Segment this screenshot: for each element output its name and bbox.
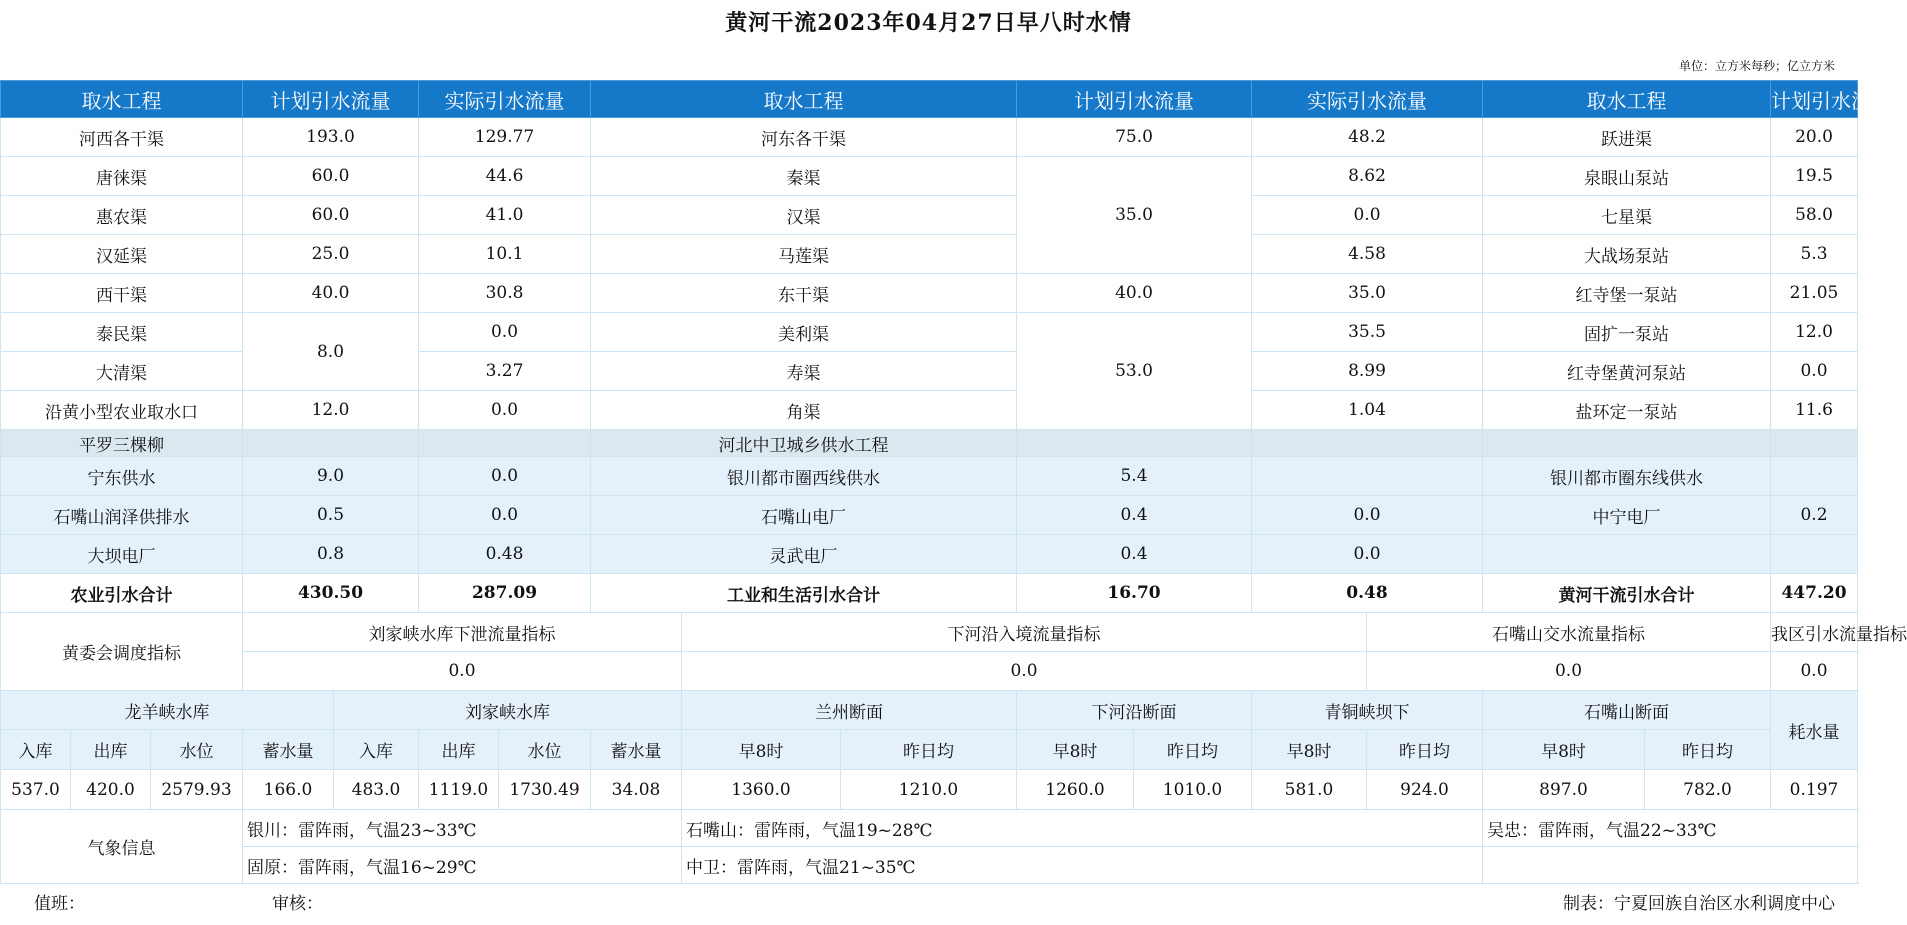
consumption-header: 耗水量 xyxy=(1771,691,1858,770)
total-value: 447.20 xyxy=(1771,574,1858,613)
plan-flow: 12.0 xyxy=(1771,313,1858,352)
reservoir-subheader: 早8时 xyxy=(1483,730,1645,770)
reservoir-group: 兰州断面 xyxy=(682,691,1017,730)
actual-flow: 30.8 xyxy=(419,274,591,313)
plan-flow: 0.8 xyxy=(243,535,419,574)
project-name: 红寺堡黄河泵站 xyxy=(1483,352,1771,391)
actual-flow: 0.48 xyxy=(419,535,591,574)
reservoir-value: 1119.0 xyxy=(419,770,499,810)
page-title: 黄河干流2023年04月27日早八时水情 xyxy=(725,10,1132,36)
header-plan: 计划引水流量 xyxy=(1771,81,1858,118)
reservoir-value: 1360.0 xyxy=(682,770,841,810)
actual-flow: 10.1 xyxy=(419,235,591,274)
project-name: 汉渠 xyxy=(591,196,1017,235)
cell xyxy=(243,430,419,457)
table-row xyxy=(1,391,1858,430)
plan-flow: 12.0 xyxy=(243,391,419,430)
maker-label: 制表：宁夏回族自治区水利调度中心 xyxy=(1563,894,1835,914)
plan-flow: 20.0 xyxy=(1771,118,1858,157)
plan-flow: 0.4 xyxy=(1017,496,1252,535)
project-name: 河东各干渠 xyxy=(591,118,1017,157)
project-name: 唐徕渠 xyxy=(1,157,243,196)
dispatch-item-name: 我区引水流量指标 xyxy=(1771,613,1858,652)
weather-entry xyxy=(1483,847,1858,884)
dispatch-value-row xyxy=(1,652,1858,691)
table-row xyxy=(1,496,1858,535)
actual-flow: 1.04 xyxy=(1252,391,1483,430)
reservoir-subheader: 早8时 xyxy=(682,730,841,770)
reservoir-subheader: 昨日均 xyxy=(1367,730,1483,770)
plan-flow xyxy=(1771,457,1858,496)
reservoir-group: 刘家峡水库 xyxy=(334,691,682,730)
project-name: 红寺堡一泵站 xyxy=(1483,274,1771,313)
actual-flow: 35.5 xyxy=(1252,313,1483,352)
plan-flow: 60.0 xyxy=(243,157,419,196)
project-name: 西干渠 xyxy=(1,274,243,313)
actual-flow: 3.27 xyxy=(419,352,591,391)
project-name: 大清渠 xyxy=(1,352,243,391)
project-name: 银川都市圈西线供水 xyxy=(591,457,1017,496)
plan-flow: 5.3 xyxy=(1771,235,1858,274)
actual-flow: 0.0 xyxy=(1252,535,1483,574)
reservoir-subheader: 昨日均 xyxy=(841,730,1017,770)
cell xyxy=(1483,430,1771,457)
dispatch-item-value: 0.0 xyxy=(243,652,682,691)
header-row xyxy=(1,81,1858,118)
dispatch-item-value: 0.0 xyxy=(682,652,1367,691)
plan-flow: 5.4 xyxy=(1017,457,1252,496)
plan-flow: 19.5 xyxy=(1771,157,1858,196)
header-project: 取水工程 xyxy=(1,81,243,118)
reservoir-group: 石嘴山断面 xyxy=(1483,691,1771,730)
actual-flow: 0.0 xyxy=(1252,196,1483,235)
reservoir-value: 1010.0 xyxy=(1134,770,1252,810)
reservoir-value: 581.0 xyxy=(1252,770,1367,810)
reservoir-subheader: 出库 xyxy=(419,730,499,770)
project-name: 汉延渠 xyxy=(1,235,243,274)
reservoir-value-row xyxy=(1,770,1858,810)
reservoir-subheader: 昨日均 xyxy=(1134,730,1252,770)
table-row xyxy=(1,196,1858,235)
total-row xyxy=(1,574,1858,613)
reservoir-subheader: 蓄水量 xyxy=(243,730,334,770)
section-label: 平罗三棵柳 xyxy=(1,430,243,457)
cell xyxy=(1252,430,1483,457)
plan-flow: 8.0 xyxy=(243,313,419,391)
reservoir-value: 1260.0 xyxy=(1017,770,1134,810)
actual-flow: 35.0 xyxy=(1252,274,1483,313)
reservoir-value: 782.0 xyxy=(1645,770,1771,810)
plan-flow xyxy=(1771,535,1858,574)
project-name: 七星渠 xyxy=(1483,196,1771,235)
reservoir-subheader: 早8时 xyxy=(1017,730,1134,770)
reservoir-subheader-row xyxy=(1,730,1858,770)
reservoir-group: 龙羊峡水库 xyxy=(1,691,334,730)
plan-flow: 35.0 xyxy=(1017,157,1252,274)
reservoir-value: 483.0 xyxy=(334,770,419,810)
project-name: 跃进渠 xyxy=(1483,118,1771,157)
weather-entry: 吴忠：雷阵雨，气温22~33℃ xyxy=(1483,810,1858,847)
actual-flow: 8.62 xyxy=(1252,157,1483,196)
project-name: 泉眼山泵站 xyxy=(1483,157,1771,196)
project-name: 中宁电厂 xyxy=(1483,496,1771,535)
reservoir-value: 2579.93 xyxy=(151,770,243,810)
project-name: 盐环定一泵站 xyxy=(1483,391,1771,430)
cell xyxy=(419,430,591,457)
plan-flow: 25.0 xyxy=(243,235,419,274)
project-name: 沿黄小型农业取水口 xyxy=(1,391,243,430)
total-value: 0.48 xyxy=(1252,574,1483,613)
header-plan: 计划引水流量 xyxy=(1017,81,1252,118)
header-project: 取水工程 xyxy=(591,81,1017,118)
reservoir-group: 下河沿断面 xyxy=(1017,691,1252,730)
reservoir-subheader: 昨日均 xyxy=(1645,730,1771,770)
actual-flow: 48.2 xyxy=(1252,118,1483,157)
plan-flow: 0.5 xyxy=(243,496,419,535)
weather-row xyxy=(1,847,1858,884)
dispatch-item-name: 石嘴山交水流量指标 xyxy=(1367,613,1771,652)
table-row xyxy=(1,235,1858,274)
reservoir-value: 924.0 xyxy=(1367,770,1483,810)
reservoir-value: 1730.49 xyxy=(499,770,591,810)
project-name: 寿渠 xyxy=(591,352,1017,391)
project-name: 宁东供水 xyxy=(1,457,243,496)
reservoir-value: 537.0 xyxy=(1,770,71,810)
total-value: 430.50 xyxy=(243,574,419,613)
plan-flow: 193.0 xyxy=(243,118,419,157)
total-label: 工业和生活引水合计 xyxy=(591,574,1017,613)
actual-flow: 0.0 xyxy=(419,457,591,496)
section-row xyxy=(1,430,1858,457)
project-name: 河西各干渠 xyxy=(1,118,243,157)
total-label: 黄河干流引水合计 xyxy=(1483,574,1771,613)
reservoir-subheader: 水位 xyxy=(499,730,591,770)
plan-flow: 21.05 xyxy=(1771,274,1858,313)
plan-flow: 0.2 xyxy=(1771,496,1858,535)
project-name: 灵武电厂 xyxy=(591,535,1017,574)
reservoir-value: 34.08 xyxy=(591,770,682,810)
project-name: 大战场泵站 xyxy=(1483,235,1771,274)
header-actual: 实际引水流量 xyxy=(419,81,591,118)
review-label: 审核： xyxy=(272,894,323,914)
header-actual: 实际引水流量 xyxy=(1252,81,1483,118)
actual-flow: 41.0 xyxy=(419,196,591,235)
dispatch-label: 黄委会调度指标 xyxy=(1,613,243,691)
plan-flow: 75.0 xyxy=(1017,118,1252,157)
section-label: 河北中卫城乡供水工程 xyxy=(591,430,1017,457)
actual-flow: 8.99 xyxy=(1252,352,1483,391)
actual-flow: 0.0 xyxy=(419,313,591,352)
actual-flow xyxy=(1252,457,1483,496)
actual-flow: 0.0 xyxy=(419,391,591,430)
project-name: 固扩一泵站 xyxy=(1483,313,1771,352)
total-label: 农业引水合计 xyxy=(1,574,243,613)
reservoir-subheader: 出库 xyxy=(71,730,151,770)
dispatch-item-value: 0.0 xyxy=(1367,652,1771,691)
reservoir-subheader: 水位 xyxy=(151,730,243,770)
plan-flow: 60.0 xyxy=(243,196,419,235)
reservoir-value: 1210.0 xyxy=(841,770,1017,810)
reservoir-value: 420.0 xyxy=(71,770,151,810)
reservoir-subheader: 早8时 xyxy=(1252,730,1367,770)
table-row xyxy=(1,118,1858,157)
project-name xyxy=(1483,535,1771,574)
plan-flow: 58.0 xyxy=(1771,196,1858,235)
table-row xyxy=(1,535,1858,574)
actual-flow: 0.0 xyxy=(419,496,591,535)
plan-flow: 40.0 xyxy=(243,274,419,313)
reservoir-value: 166.0 xyxy=(243,770,334,810)
project-name: 大坝电厂 xyxy=(1,535,243,574)
project-name: 银川都市圈东线供水 xyxy=(1483,457,1771,496)
header-project: 取水工程 xyxy=(1483,81,1771,118)
reservoir-subheader: 入库 xyxy=(334,730,419,770)
project-name: 角渠 xyxy=(591,391,1017,430)
reservoir-value: 0.197 xyxy=(1771,770,1858,810)
plan-flow: 40.0 xyxy=(1017,274,1252,313)
water-table xyxy=(0,80,1907,884)
unit-label: 单位：立方米每秒；亿立方米 xyxy=(1678,59,1835,73)
table-row xyxy=(1,313,1858,352)
plan-flow: 11.6 xyxy=(1771,391,1858,430)
weather-entry: 固原：雷阵雨，气温16~29℃ xyxy=(243,847,682,884)
weather-entry: 中卫：雷阵雨，气温21~35℃ xyxy=(682,847,1483,884)
reservoir-subheader: 入库 xyxy=(1,730,71,770)
dispatch-header-row xyxy=(1,613,1858,652)
duty-label: 值班： xyxy=(34,894,85,914)
plan-flow: 53.0 xyxy=(1017,313,1252,430)
project-name: 东干渠 xyxy=(591,274,1017,313)
dispatch-item-value: 0.0 xyxy=(1771,652,1858,691)
reservoir-group: 青铜峡坝下 xyxy=(1252,691,1483,730)
actual-flow: 44.6 xyxy=(419,157,591,196)
project-name: 石嘴山电厂 xyxy=(591,496,1017,535)
total-value: 16.70 xyxy=(1017,574,1252,613)
weather-entry: 石嘴山：雷阵雨，气温19~28℃ xyxy=(682,810,1483,847)
actual-flow: 129.77 xyxy=(419,118,591,157)
project-name: 石嘴山润泽供排水 xyxy=(1,496,243,535)
dispatch-item-name: 刘家峡水库下泄流量指标 xyxy=(243,613,682,652)
dispatch-item-name: 下河沿入境流量指标 xyxy=(682,613,1367,652)
reservoir-value: 897.0 xyxy=(1483,770,1645,810)
weather-entry: 银川：雷阵雨，气温23~33℃ xyxy=(243,810,682,847)
project-name: 秦渠 xyxy=(591,157,1017,196)
cell xyxy=(1771,430,1858,457)
weather-row xyxy=(1,810,1858,847)
weather-label: 气象信息 xyxy=(1,810,243,884)
reservoir-subheader: 蓄水量 xyxy=(591,730,682,770)
table-row xyxy=(1,157,1858,196)
project-name: 惠农渠 xyxy=(1,196,243,235)
header-plan: 计划引水流量 xyxy=(243,81,419,118)
cell xyxy=(1017,430,1252,457)
project-name: 美利渠 xyxy=(591,313,1017,352)
table-row xyxy=(1,274,1858,313)
table-row xyxy=(1,457,1858,496)
actual-flow: 4.58 xyxy=(1252,235,1483,274)
project-name: 泰民渠 xyxy=(1,313,243,352)
project-name: 马莲渠 xyxy=(591,235,1017,274)
plan-flow: 9.0 xyxy=(243,457,419,496)
reservoir-group-row xyxy=(1,691,1858,730)
plan-flow: 0.4 xyxy=(1017,535,1252,574)
actual-flow: 0.0 xyxy=(1252,496,1483,535)
total-value: 287.09 xyxy=(419,574,591,613)
plan-flow: 0.0 xyxy=(1771,352,1858,391)
